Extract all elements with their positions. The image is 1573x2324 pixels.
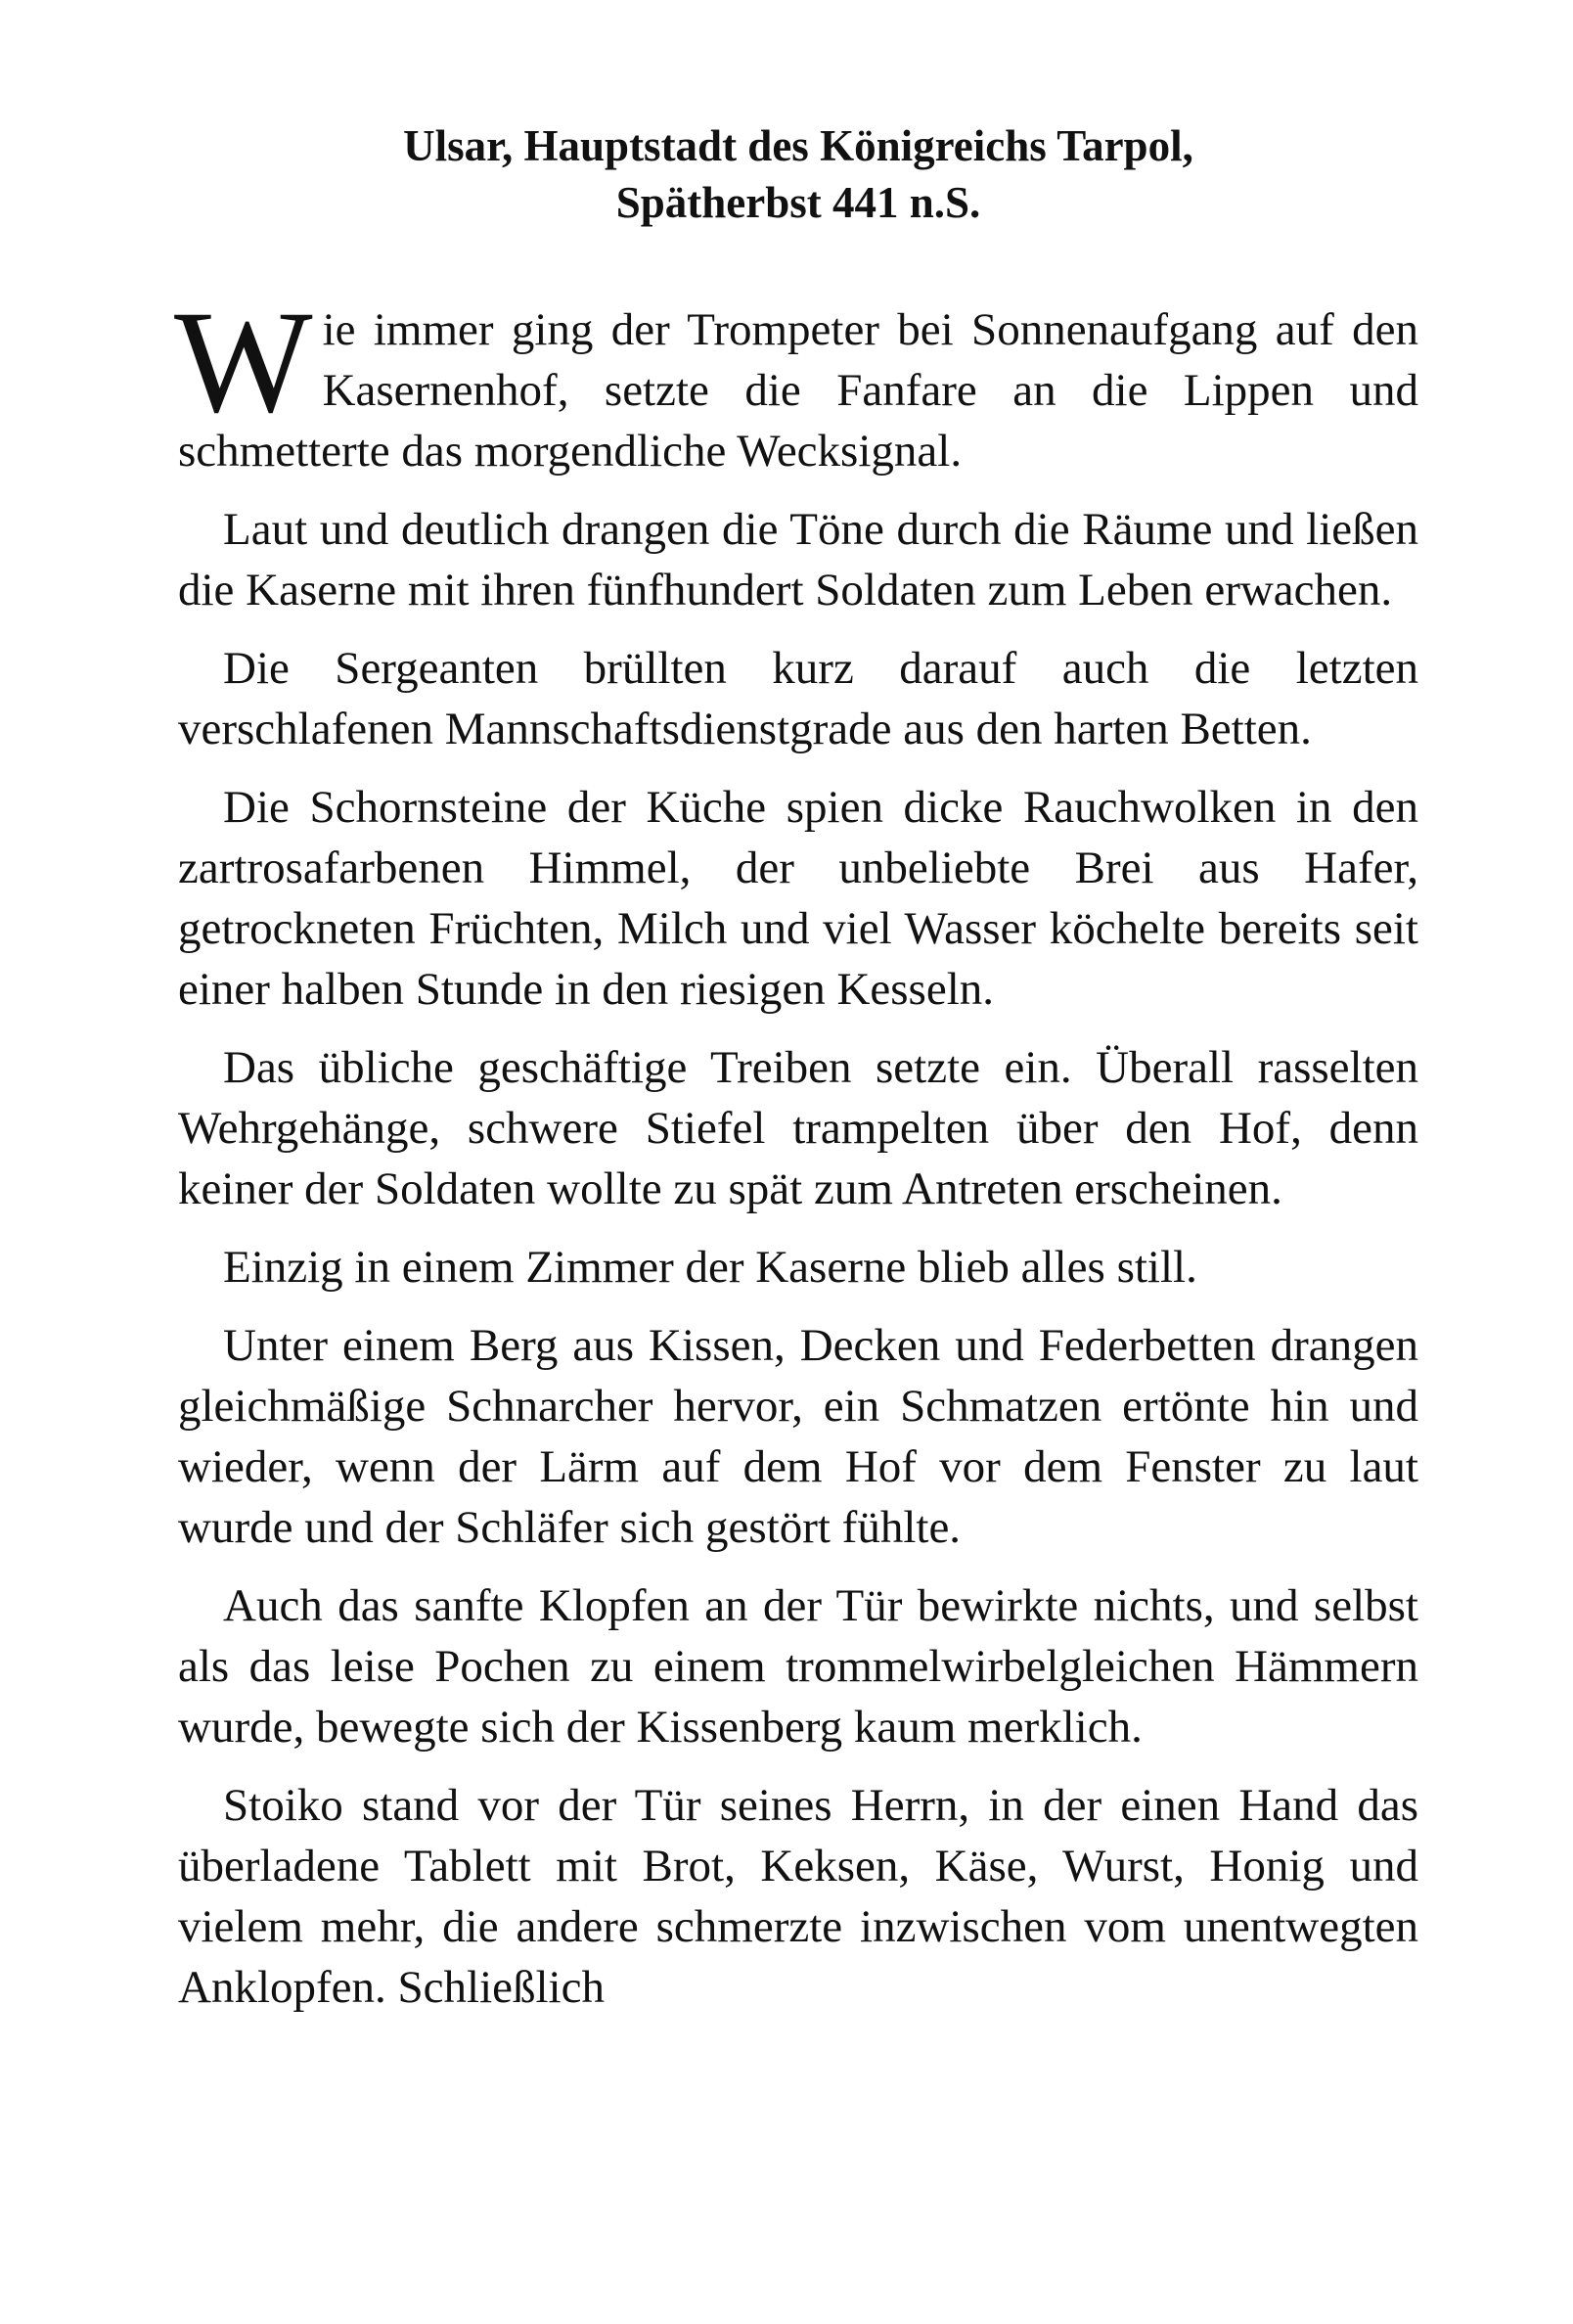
paragraph-2: Laut und deutlich drangen die Töne durch die Räume und ließen die Kaserne mit ihren fünfhundert Soldaten zum Leben erwachen. (178, 504, 1418, 615)
paragraph-6: Einzig in einem Zimmer der Kaserne blieb alles still. (223, 1242, 1197, 1293)
heading-line-2: Spätherbst 441 n.S. (615, 178, 981, 227)
paragraph-3: Die Sergeanten brüllten kurz darauf auch die letzten verschlafenen Mannschaftsdienstgrade aus den harten Betten. (178, 643, 1418, 754)
paragraph-9: Stoiko stand vor der Tür seines Herrn, in der einen Hand das überladene Tablett mit Brot, Keksen, Käse, Wurst, Honig und vielem mehr, die andere schmerzte inzwischen vom unentwegten Anklopfen. Schließlich (178, 1780, 1418, 2013)
chapter-heading (178, 117, 1418, 231)
book-page (174, 117, 1418, 2035)
paragraph-1 (174, 281, 1418, 481)
paragraph-4: Die Schornsteine der Küche spien dicke Rauchwolken in den zartrosafarbenen Himmel, der unbeliebte Brei aus Hafer, getrockneten Früchten, Milch und viel Wasser köchelte bereits seit einer halben Stunde in den riesigen Kesseln. (178, 782, 1418, 1015)
paragraph-5: Das übliche geschäftige Treiben setzte ein. Überall rasselten Wehrgehänge, schwere Stiefel trampelten über den Hof, denn keiner der Soldaten wollte zu spät zum Antreten erscheinen. (178, 1042, 1418, 1214)
paragraph-7: Unter einem Berg aus Kissen, Decken und Federbetten drangen gleichmäßige Schnarcher hervor, ein Schmatzen ertönte hin und wieder, wenn der Lärm auf dem Hof vor dem Fenster zu laut wurde und der Schläfer sich gestört fühlte. (178, 1320, 1418, 1553)
heading-line-1: Ulsar, Hauptstadt des Königreichs Tarpol, (403, 121, 1193, 170)
drop-cap: W (174, 281, 313, 443)
paragraph-1-text: ie immer ging der Trompeter bei Sonnenaufgang auf den Kasernenhof, setzte die Fanfare an die Lippen und schmetterte das morgendliche Wecksignal. (178, 304, 1418, 477)
paragraph-8: Auch das sanfte Klopfen an der Tür bewirkte nichts, und selbst als das leise Pochen zu einem trommelwirbelgleichen Hämmern wurde, bewegte sich der Kissenberg kaum merklich. (178, 1580, 1418, 1753)
